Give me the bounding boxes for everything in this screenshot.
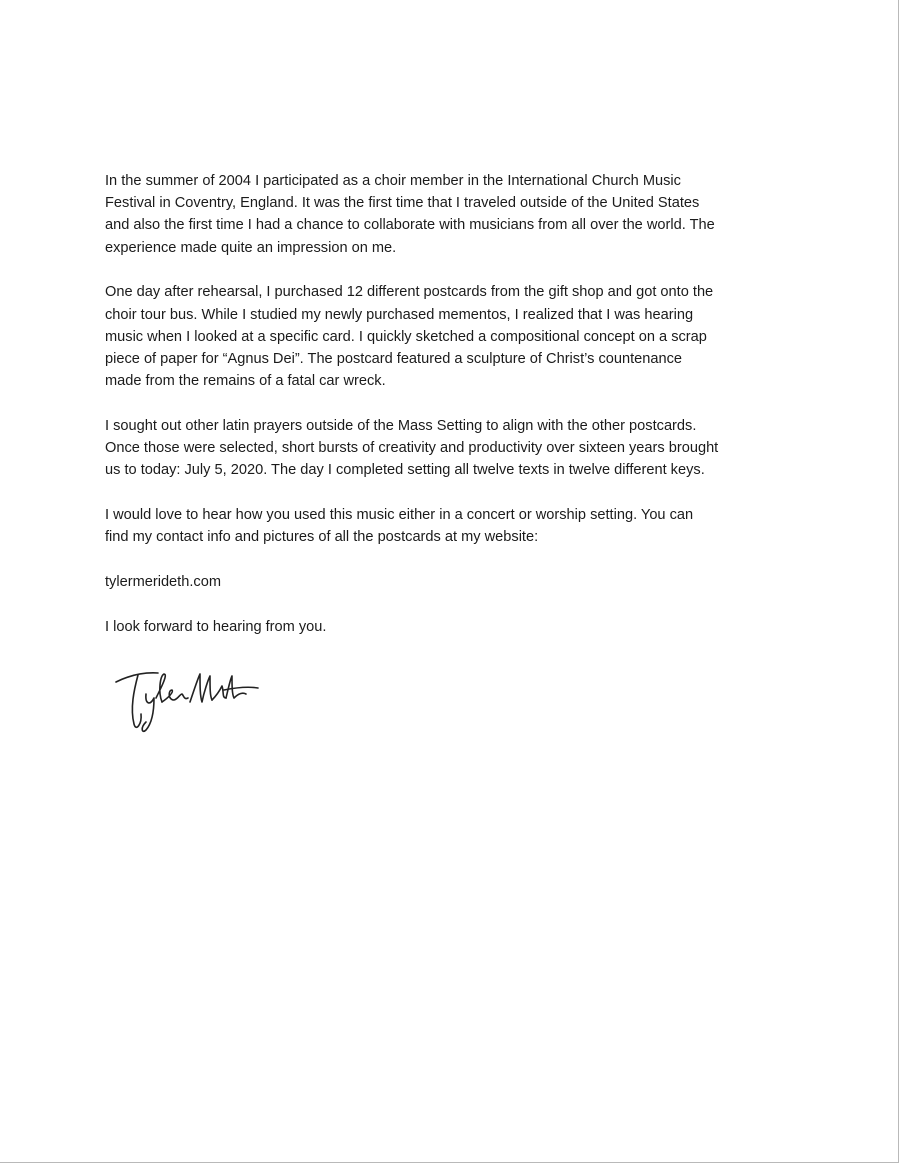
- text-line: Festival in Coventry, England. It was the first time that I traveled outside of the United States: [105, 195, 700, 212]
- text-line: Once those were selected, short bursts of creativity and productivity over sixteen years brought: [105, 440, 719, 457]
- signature-icon: [112, 664, 262, 738]
- text-line: find my contact info and pictures of all the postcards at my website:: [105, 529, 539, 546]
- closing-text: I look forward to hearing from you.: [105, 619, 327, 636]
- paragraph-coventry-festival: [105, 170, 795, 259]
- website-text: tylermerideth.com: [105, 574, 221, 591]
- paragraph-postcards: [105, 281, 795, 392]
- signature-image: [112, 664, 262, 738]
- text-line: and also the first time I had a chance to collaborate with musicians from all over the world. The: [105, 217, 715, 234]
- text-line: One day after rehearsal, I purchased 12 different postcards from the gift shop and got onto the: [105, 284, 714, 301]
- closing-line: [105, 616, 795, 638]
- letter-body: [105, 170, 795, 661]
- text-line: music when I looked at a specific card. I quickly sketched a compositional concept on a scrap: [105, 328, 707, 345]
- text-line: In the summer of 2004 I participated as a choir member in the International Church Music: [105, 173, 681, 189]
- paragraph-contact: [105, 504, 795, 548]
- text-line: us to today: July 5, 2020. The day I completed setting all twelve texts in twelve different keys.: [105, 462, 705, 479]
- text-line: made from the remains of a fatal car wreck.: [105, 373, 386, 390]
- website-line: [105, 571, 795, 593]
- text-line: I sought out other latin prayers outside of the Mass Setting to align with the other postcards.: [105, 418, 697, 435]
- text-line: I would love to hear how you used this music either in a concert or worship setting. You can: [105, 507, 694, 524]
- paragraph-latin-prayers: [105, 415, 795, 482]
- text-line: choir tour bus. While I studied my newly purchased mementos, I realized that I was hearing: [105, 306, 694, 323]
- text-line: piece of paper for “Agnus Dei”. The postcard featured a sculpture of Christ’s countenance: [105, 351, 683, 368]
- text-line: experience made quite an impression on me.: [105, 239, 397, 256]
